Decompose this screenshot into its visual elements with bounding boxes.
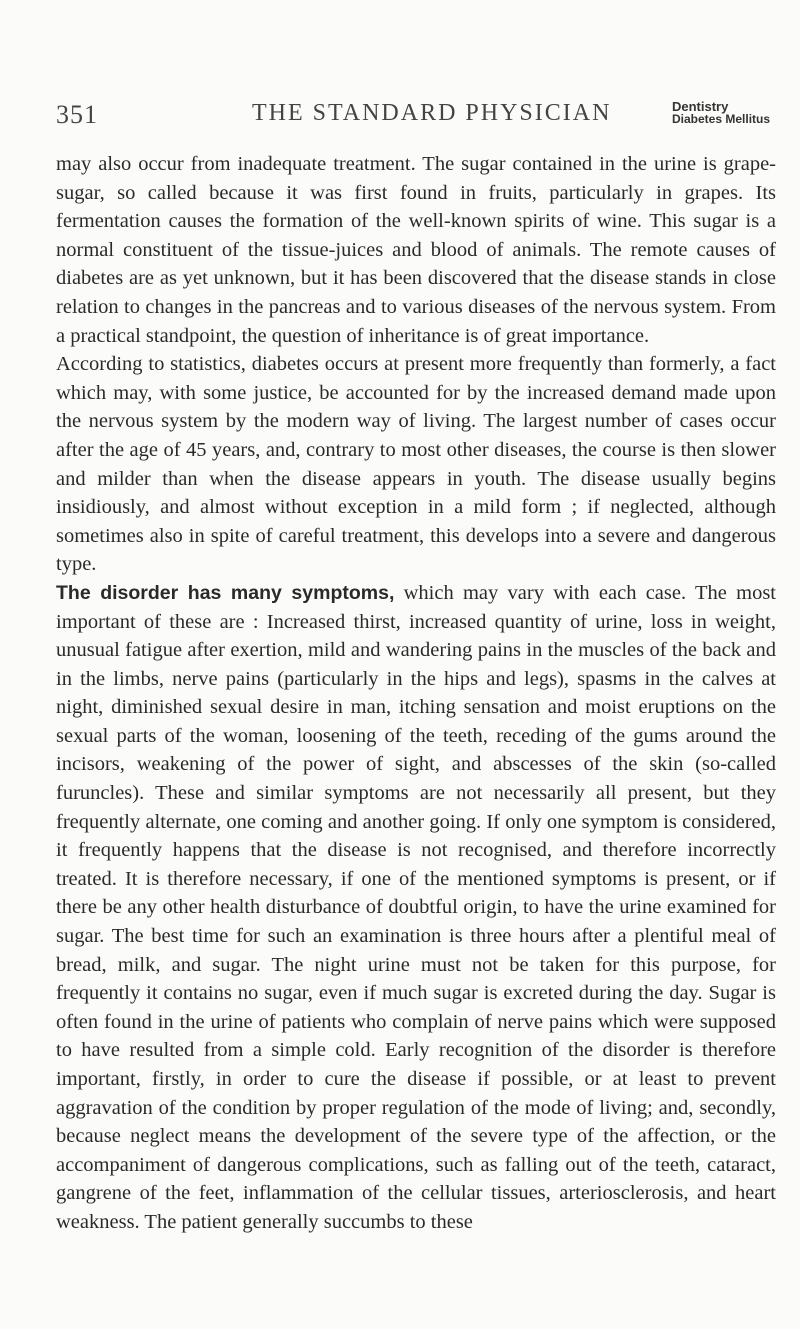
body-text <box>56 150 776 1237</box>
page-number: 351 <box>56 100 98 129</box>
paragraph-3-text: which may vary with each case. The most important of these are : Increased thirst, increased quantity of urine, loss in weight, unusual fatigue after exertion, mild and wandering pains in the muscles of the back and in the limbs, nerve pains (particularly in the hips and legs), spasms in the calves at night, diminished sexual desire in man, itching sensation and moist eruptions on the sexual parts of the woman, loosening of the teeth, receding of the gums around the incisors, weakening of the power of sight, and abscesses of the skin (so-called furuncles). These and similar symptoms are not necessarily all present, but they frequently alternate, one coming and another going. If only one symptom is considered, it frequently happens that the disease is not recognised, and therefore incorrectly treated. It is therefore necessary, if one of the mentioned symptoms is present, or if there be any other health disturbance of doubtful origin, to have the urine examined for sugar. The best time for such an examination is three hours after a plentiful meal of bread, milk, and sugar. The night urine must not be taken for this purpose, for frequently it contains no sugar, even if much sugar is excreted during the day. Sugar is often found in the urine of patients who complain of nerve pains which were supposed to have resulted from a simple cold. Early recognition of the disorder is therefore important, firstly, in order to cure the disease if possible, or at least to prevent aggravation of the condition by proper regulation of the mode of living; and, secondly, because neglect means the development of the severe type of the affection, or the accompaniment of dangerous complications, such as falling out of the teeth, cataract, gangrene of the feet, inflammation of the cellular tissues, arteriosclerosis, and heart weakness. The patient generally succumbs to these <box>56 581 776 1233</box>
running-title: THE STANDARD PHYSICIAN <box>252 100 612 126</box>
side-heading-section: Dentistry <box>672 99 729 114</box>
page-header <box>56 96 776 136</box>
side-heading <box>672 100 770 126</box>
paragraph-1: may also occur from inadequate treatment. The sugar contained in the urine is grape-sugar, so called because it was first found in fruits, particularly in grapes. Its fermentation causes the formation of the well-known spirits of wine. This sugar is a normal constituent of the tissue-juices and blood of animals. The remote causes of diabetes are as yet unknown, but it has been discovered that the disease stands in close relation to changes in the pancreas and to various diseases of the nervous system. From a practical standpoint, the question of inheritance is of great importance. <box>56 153 776 347</box>
paragraph-3-lead-in: The disorder has many symptoms, <box>56 581 395 604</box>
paragraph-2: According to statistics, diabetes occurs at present more frequently than formerly, a fact which may, with some justice, be accounted for by the increased demand made upon the nervous system by the modern way of living. The largest number of cases occur after the age of 45 years, and, contrary to most other diseases, the course is then slower and milder than when the disease appears in youth. The disease usually begins insidiously, and almost without exception in a mild form ; if neglected, although sometimes also in spite of careful treatment, this develops into a severe and dangerous type. <box>56 353 776 576</box>
paragraph-3 <box>56 579 776 1237</box>
side-heading-topic: Diabetes Mellitus <box>672 112 771 126</box>
